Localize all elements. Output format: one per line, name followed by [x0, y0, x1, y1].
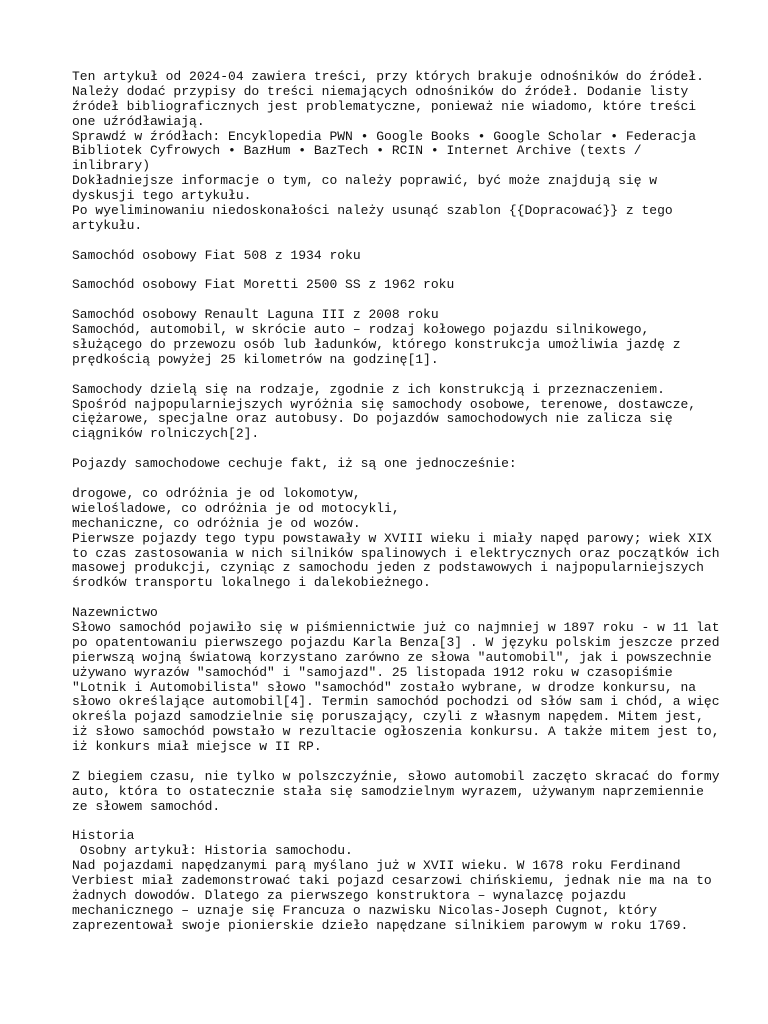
paragraph-line: środków transportu lokalnego i dalekobieżnego.	[72, 575, 431, 591]
article-text	[72, 69, 720, 934]
paragraph-line: Samochody dzielą się na rodzaje, zgodnie z ich konstrukcją i przeznaczeniem.	[72, 381, 665, 397]
paragraph-line: żadnych dowodów. Dlatego za pierwszego konstruktora – wynalazcę pojazdu	[72, 887, 626, 903]
section-heading-naming: Nazewnictwo	[72, 605, 158, 621]
notice-line: dyskusji tego artykułu.	[72, 188, 252, 204]
notice-line: one uźródławiają.	[72, 113, 205, 129]
paragraph-line: ze słowem samochód.	[72, 798, 221, 814]
paragraph-line: to czas zastosowania w nich silników spalinowych i elektrycznych oraz początków ich	[72, 545, 720, 561]
paragraph-line: pierwszą wojną światową korzystano zarówno ze słowa "automobil", jak i powszechnie	[72, 649, 712, 665]
paragraph-line: Pierwsze pojazdy tego typu powstawały w XVIII wieku i miały napęd parowy; wiek XIX	[72, 530, 712, 546]
list-item: wielośladowe, co odróżnia je od motocykli,	[72, 500, 400, 516]
paragraph-line: Samochód, automobil, w skrócie auto – rodzaj kołowego pojazdu silnikowego,	[72, 322, 650, 338]
notice-line: Po wyeliminowaniu niedoskonałości należy usunąć szablon {{Dopracować}} z tego	[72, 203, 673, 219]
paragraph-line: Słowo samochód pojawiło się w piśmiennictwie już co najmniej w 1897 roku - w 11 lat	[72, 619, 720, 635]
paragraph-line: prędkością powyżej 25 kilometrów na godzinę[1].	[72, 351, 439, 367]
paragraph-line: Verbiest miał zademonstrować taki pojazd cesarzowi chińskiemu, jednak nie ma na to	[72, 873, 712, 889]
paragraph-line: Spośród najpopularniejszych wyróżnia się samochody osobowe, terenowe, dostawcze,	[72, 396, 697, 412]
paragraph-line: Z biegiem czasu, nie tylko w polszczyźnie, słowo automobil zaczęto skracać do formy	[72, 768, 720, 784]
image-caption-fiat-508: Samochód osobowy Fiat 508 z 1934 roku	[72, 247, 361, 263]
list-item: drogowe, co odróżnia je od lokomotyw,	[72, 485, 361, 501]
notice-line: artykułu.	[72, 217, 143, 233]
paragraph-line: po opatentowaniu pierwszego pojazdu Karla Benza[3] . W języku polskim jeszcze przed	[72, 634, 720, 650]
features-list	[72, 487, 712, 532]
history-intro-paragraph	[72, 530, 720, 592]
notice-line: Należy dodać przypisy do treści niemających odnośników do źródeł. Dodanie listy	[72, 83, 689, 99]
notice-box	[72, 70, 712, 234]
paragraph-line: słowo określające automobil[4]. Termin samochód pochodzi od słów sam i chód, a więc	[72, 694, 720, 710]
image-caption-renault-laguna: Samochód osobowy Renault Laguna III z 2008 roku	[72, 307, 439, 323]
image-caption-fiat-moretti: Samochód osobowy Fiat Moretti 2500 SS z 1962 roku	[72, 277, 455, 293]
paragraph-line: Nad pojazdami napędzanymi parą myślano już w XVII wieku. W 1678 roku Ferdinand	[72, 858, 681, 874]
notice-sources-line: Sprawdź w źródłach: Encyklopedia PWN • Google Books • Google Scholar • Federacja	[72, 128, 697, 144]
naming-paragraph-2	[72, 768, 720, 815]
notice-line: źródeł bibliograficznych jest problematyczne, ponieważ nie wiadomo, które treści	[72, 98, 697, 114]
notice-line: Dokładniejsze informacje o tym, co należy poprawić, być może znajdują się w	[72, 173, 658, 189]
notice-sources-line: inlibrary)	[72, 158, 151, 174]
paragraph-line: iż konkurs miał miejsce w II RP.	[72, 739, 322, 755]
paragraph-line: określa pojazd samodzielnie się poruszający, czyli z własnym napędem. Mitem jest,	[72, 709, 704, 725]
notice-sources-line: Bibliotek Cyfrowych • BazHum • BazTech • RCIN • Internet Archive (texts /	[72, 143, 642, 159]
paragraph-line: zaprezentował swoje pionierskie dzieło napędzane silnikiem parowym w roku 1769.	[72, 917, 689, 933]
notice-line: Ten artykuł od 2024-04 zawiera treści, przy których brakuje odnośników do źródeł.	[72, 69, 704, 84]
paragraph-line: używano wyrazów "samochód" i "samojazd". 25 listopada 1912 roku w czasopiśmie	[72, 664, 673, 680]
paragraph-line: masowej produkcji, czyniąc z samochodu jeden z podstawowych i najpopularniejszych	[72, 560, 704, 576]
paragraph-line: ciężarowe, specjalne oraz autobusy. Do pojazdów samochodowych nie zalicza się	[72, 411, 673, 427]
section-heading-history: Historia	[72, 828, 135, 844]
paragraph-line: auto, która to ostatecznie stała się samodzielnym wyrazem, używanym naprzemiennie	[72, 783, 704, 799]
naming-paragraph	[72, 619, 720, 755]
intro-paragraph	[72, 323, 712, 368]
history-paragraph	[72, 859, 712, 933]
main-article-link[interactable]: Osobny artykuł: Historia samochodu.	[72, 843, 353, 859]
types-paragraph	[72, 383, 712, 443]
list-item: mechaniczne, co odróżnia je od wozów.	[72, 515, 361, 531]
paragraph-line: służącego do przewozu osób lub ładunków, którego konstrukcja umożliwia jazdę z	[72, 337, 681, 353]
paragraph-line: "Lotnik i Automobilista" słowo "samochód" zostało wybrane, w drodze konkursu, na	[72, 679, 697, 695]
paragraph-line: ciągników rolniczych[2].	[72, 426, 260, 442]
paragraph-line: iż słowo samochód powstało w rezultacie ogłoszenia konkursu. A także mitem jest to,	[72, 724, 720, 740]
paragraph-line: mechanicznego – uznaje się Francuza o nazwisku Nicolas-Joseph Cugnot, który	[72, 902, 658, 918]
features-lead: Pojazdy samochodowe cechuje fakt, iż są one jednocześnie:	[72, 456, 517, 472]
